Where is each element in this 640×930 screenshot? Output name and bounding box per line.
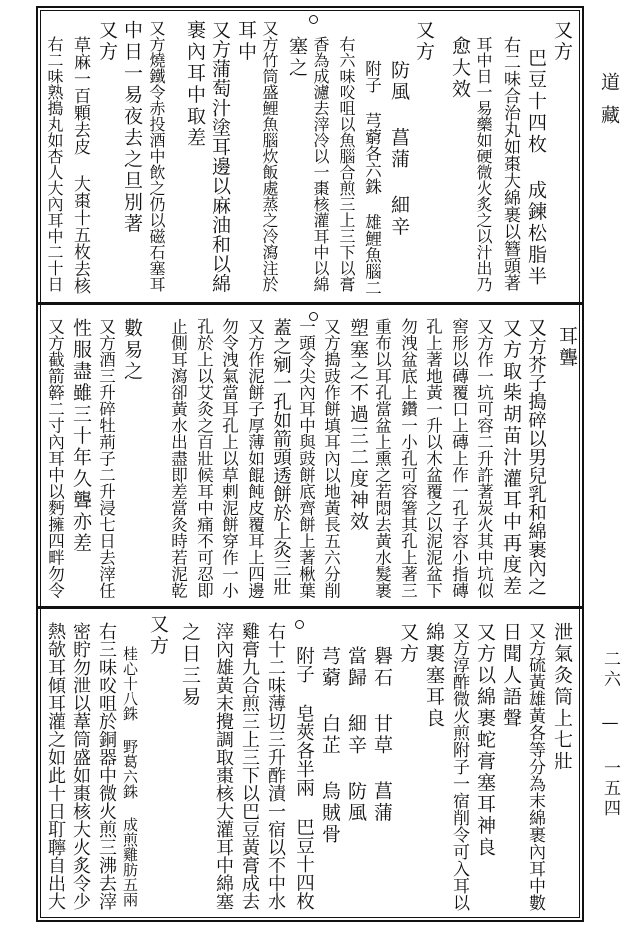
panel-divider-top [37, 302, 583, 305]
margin-collection-title: 道藏 [598, 72, 620, 138]
text-column: 草麻一百顆去皮 大棗十五枚去核 [70, 36, 90, 294]
text-column: 防風 菖蒲 細辛 [388, 60, 410, 238]
text-column: 熱欹耳傾耳灌之如此十日耵聹自出大 [45, 622, 66, 910]
text-column: 愈大效 [449, 36, 471, 101]
text-column: 孔於上以艾灸之百壯候耳中痛不可忍即 [194, 318, 214, 599]
text-column: 數易之 [121, 318, 143, 383]
text-column: 又方 [147, 614, 169, 657]
text-column: 右二味熟搗丸如杏人大內耳中二十日 [45, 36, 64, 292]
section-heading: 耳聾 [556, 326, 578, 369]
text-column: 右六味㕮咀以魚腦合煎三上三下以膏 [337, 36, 356, 292]
text-column: 塑塞之不過三二度神效 [347, 318, 369, 533]
section-circle-marker [309, 15, 318, 24]
text-column: 右十二味薄切三升酢漬一宿以不中水 [265, 622, 286, 910]
text-column: 日聞人語聲 [500, 622, 522, 730]
text-column: 右二味合治丸如棗大綿裹以簪頭著 [500, 36, 520, 291]
text-column: 又方搗豉作餅填耳內以地黃長五六分削 [321, 318, 341, 599]
text-column: 孔上著地黃一升以木盆覆之以泥泥盆下 [423, 318, 443, 599]
panel-divider-bottom [37, 606, 583, 609]
text-column: 又方作一坑可容二升許著炭火其中坑似 [474, 318, 494, 599]
text-column: 滓內雄黃末攪調取棗核大灌耳中綿塞 [213, 622, 234, 910]
margin-page-number: 二六 — 一五四 [600, 650, 620, 819]
text-column: 性服盡雖三十年久聾亦差 [70, 318, 92, 555]
text-column: 勿洩盆底上鑽一小孔可容箸其孔上著三 [398, 318, 418, 599]
text-column: 泄氣灸筒上七壯 [551, 622, 573, 773]
text-column: 又方芥子搗碎以男兒乳和綿裹內之 [525, 318, 547, 596]
text-column: 附子 皂莢各半兩 巴豆十四枚 [293, 646, 315, 910]
text-column: 又方 [551, 20, 573, 63]
text-column: 密貯勿泄以葦筒盛如棗核大火炙令少 [70, 622, 91, 910]
text-column: 又方作泥餅子厚薄如餛飩皮覆耳上四邊 [245, 318, 265, 599]
text-column: 右三味㕮咀於銅器中微火煎三沸去滓 [96, 622, 117, 910]
text-column: 塞之 [286, 36, 308, 79]
text-column: 勿令洩氣當耳孔上以草剌泥餅穿作一小 [219, 318, 239, 599]
text-column: 又方酒三升碎牡荊子二升浸七日去滓任 [96, 318, 116, 599]
text-column: 又方燒鐵令赤投酒中飲之仍以磁石塞耳 [147, 20, 166, 292]
text-column: 之日三易 [179, 622, 201, 708]
text-column: 當歸 細辛 防風 [345, 646, 367, 824]
text-column: 雞膏九合煎三上三下以巴豆黃膏成去 [239, 622, 260, 910]
text-column: 重布以耳孔當盆上熏之若悶去黃水髮裹 [372, 318, 392, 599]
text-column: 巴豆十四枚 成鍊松脂半 [525, 48, 547, 288]
text-column: 礜石 甘草 菖蒲 [371, 646, 393, 824]
text-column: 附子 芎藭各六銖 雄鯉魚腦二 [362, 60, 382, 296]
text-column: 又方截箭簳二寸內耳中以麪擁四畔勿令 [45, 318, 65, 599]
text-column: 又方取柴胡苗汁灌耳中再度差 [500, 318, 522, 598]
text-column: 耳中日一易藥如硬微火炙之以汁出乃 [474, 36, 493, 292]
text-column: 綿裹塞耳良 [423, 622, 445, 730]
text-column: 裹內耳中取差 [184, 20, 206, 149]
text-column: 中日一易夜去之旦別著 [121, 20, 143, 235]
text-column: 桂心十八銖 野葛六銖 成煎雞肪五兩 [121, 646, 139, 907]
text-column: 香為成濾去滓冷以一棗核灌耳中以綿 [311, 36, 330, 292]
text-column: 又方以綿裹蛇膏塞耳神良 [474, 622, 496, 859]
text-column: 耳中 [235, 20, 257, 63]
text-column: 又方竹筒盛鯉魚腦炊飯處蒸之冷瀉注於 [260, 20, 279, 292]
text-column: 又方 [397, 622, 419, 665]
text-column: 止側耳瀉卻黃水出盡即差當灸時若泥乾 [168, 318, 188, 599]
text-column: 又方 [96, 20, 118, 63]
text-column: 蓋之剜一孔如箭頭透餅於上灸三壯 [270, 318, 292, 596]
section-circle-marker [295, 620, 304, 629]
text-column: 一頭令尖內耳中與豉餅底齊餅上著楸葉 [296, 318, 316, 599]
text-column: 又方淳酢微火煎附子一宿削令可入耳以 [449, 622, 469, 911]
text-column: 又方 [413, 20, 435, 63]
text-column: 又方蒲萄汁塗耳邊以麻油和以綿 [209, 20, 231, 293]
text-column: 芎藭 白芷 烏賊骨 [319, 646, 341, 846]
text-column: 又方硫黃雄黃各等分為末綿裹內耳中數 [525, 622, 545, 911]
text-column: 窖形以磚覆口上磚上作一孔子容小指磚 [449, 318, 469, 599]
